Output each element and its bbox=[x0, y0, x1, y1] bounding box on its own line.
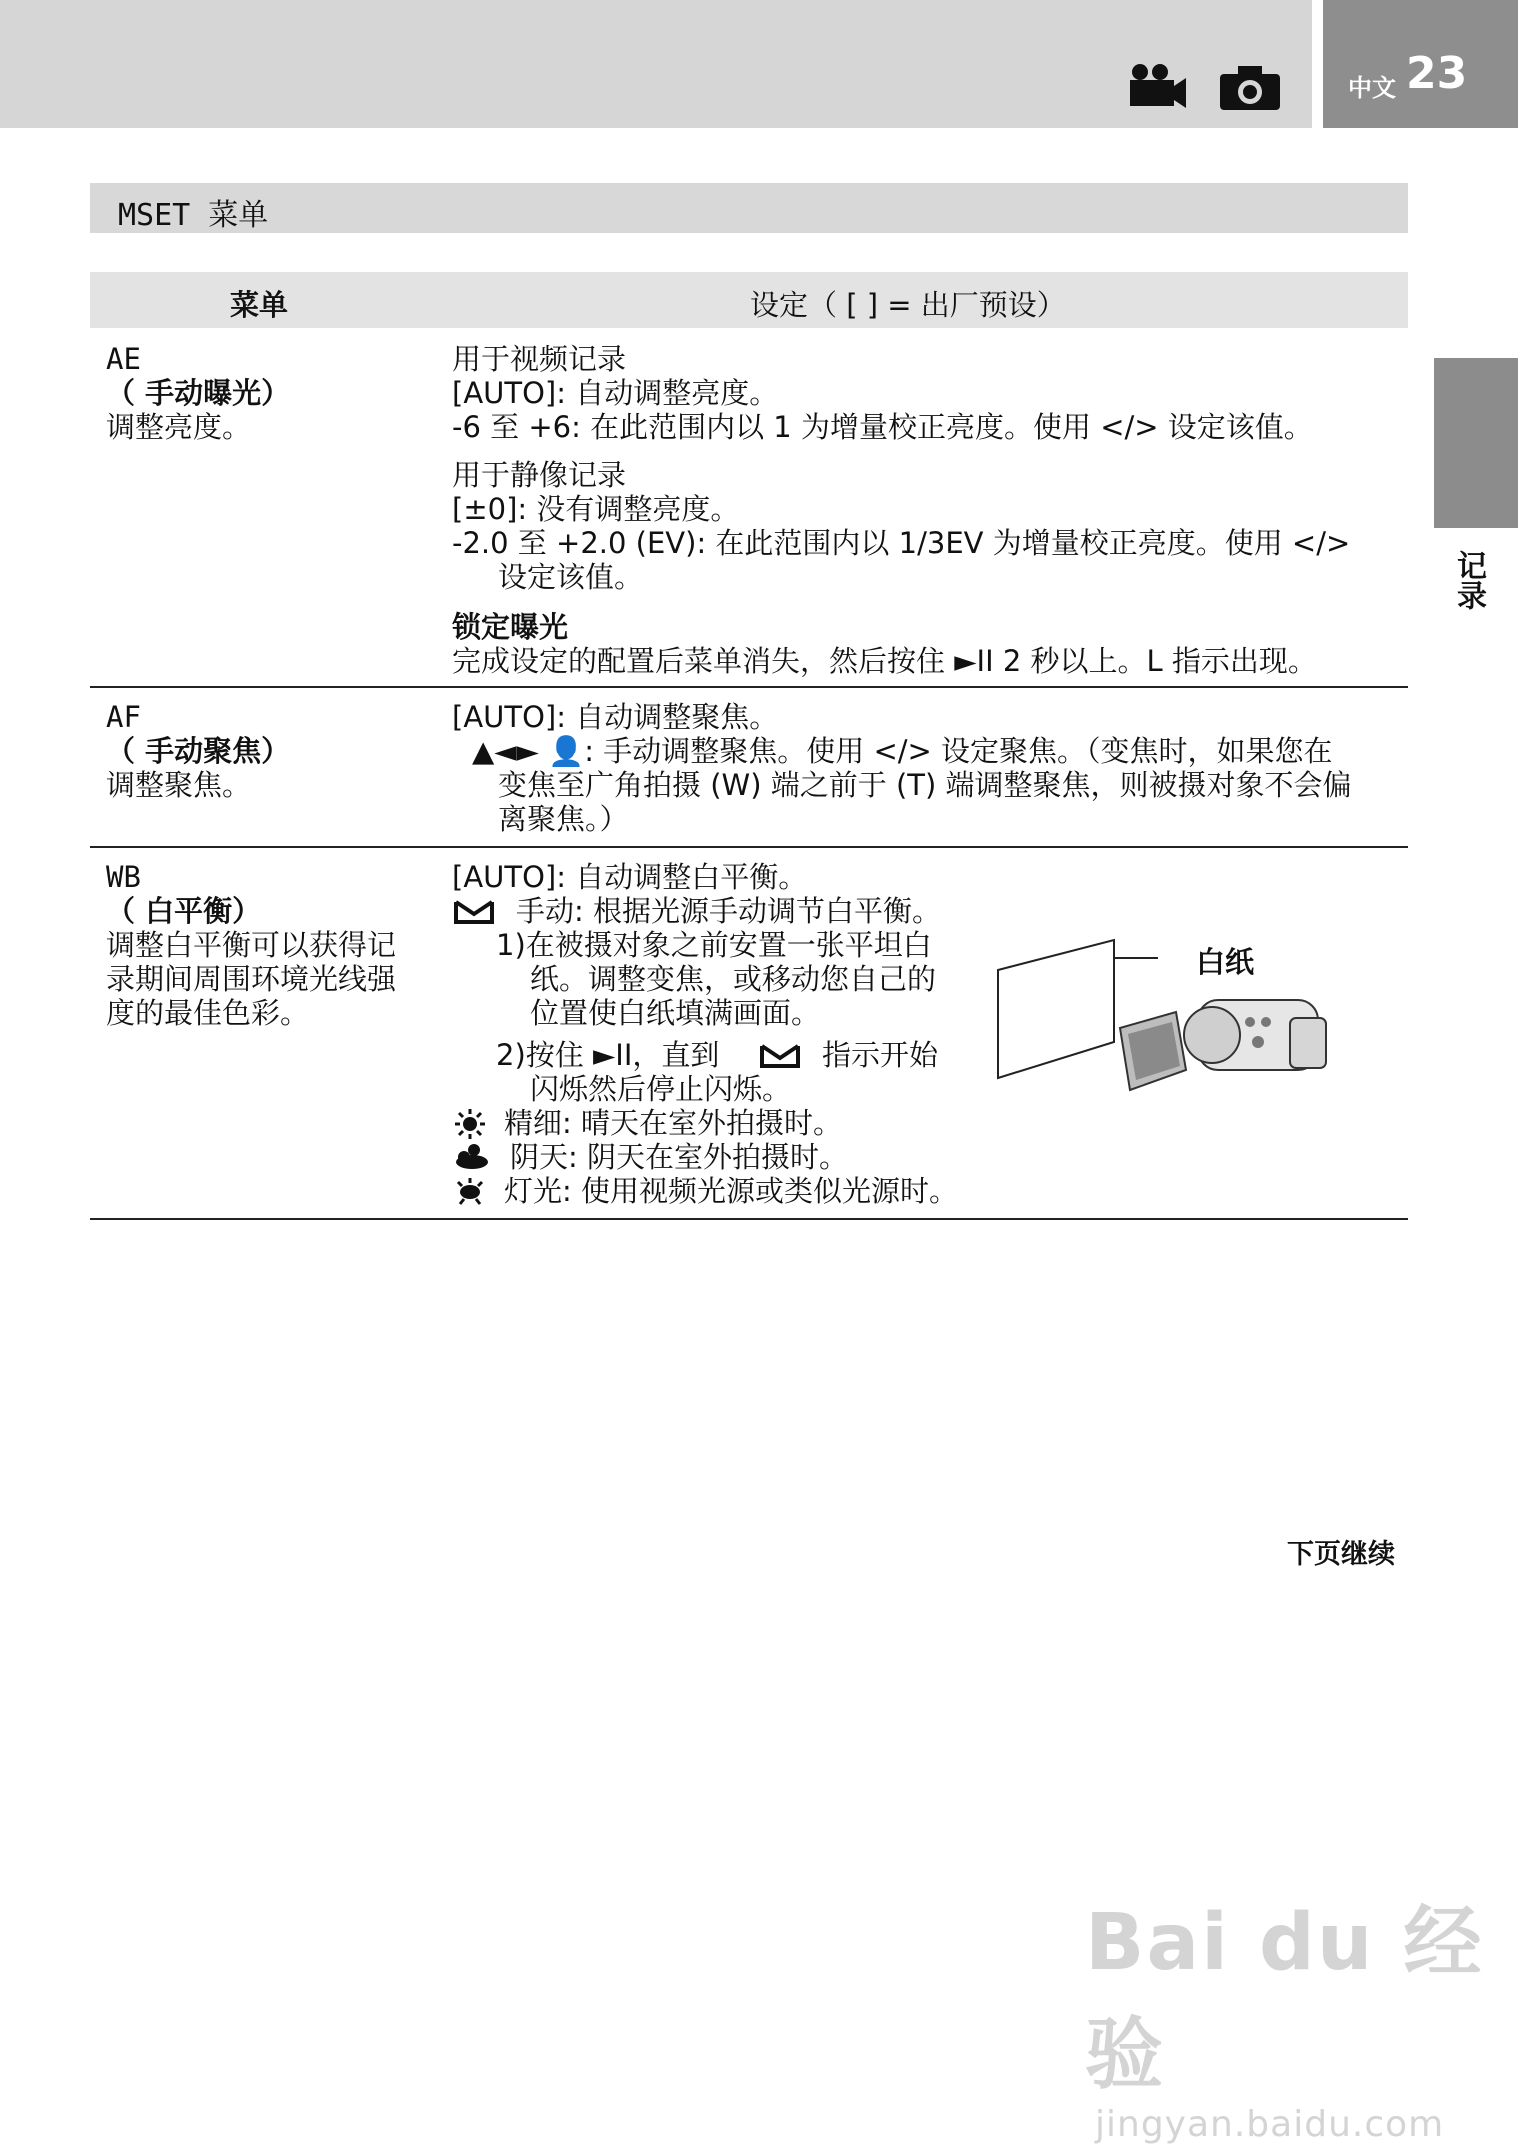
af-setting-line: 变焦至广角拍摄 (W) 端之前于 (T) 端调整聚焦，则被摄对象不会偏 bbox=[498, 768, 1352, 802]
row-divider bbox=[90, 686, 1408, 688]
section-bar bbox=[90, 183, 1408, 233]
wb-setting-line: 精细: 晴天在室外拍摄时。 bbox=[504, 1106, 842, 1140]
af-setting-line: ▲◄► 👤: 手动调整聚焦。使用 </> 设定聚焦。（变焦时，如果您在 bbox=[472, 734, 1333, 768]
cloud-icon bbox=[454, 1140, 490, 1174]
column-header-menu: 菜单 bbox=[230, 288, 289, 322]
wb-setting-line: 指示开始 bbox=[822, 1038, 939, 1072]
photo-camera-icon bbox=[1218, 64, 1282, 116]
side-tab-label: 记录 bbox=[1451, 550, 1486, 610]
wb-menu-desc: 录期间周围环境光线强 bbox=[106, 962, 397, 996]
wb-menu-desc: 度的最佳色彩。 bbox=[106, 996, 310, 1030]
af-menu-name: （ 手动聚焦） bbox=[106, 734, 291, 768]
wb-menu-name: （ 白平衡） bbox=[106, 894, 262, 928]
manual-wb-icon bbox=[454, 898, 496, 930]
continue-note: 下页继续 bbox=[1287, 1539, 1395, 1570]
white-paper-illustration bbox=[990, 930, 1360, 1154]
ae-setting-line: 用于视频记录 bbox=[452, 342, 627, 376]
header-bar bbox=[0, 0, 1312, 128]
wb-menu-desc: 调整白平衡可以获得记 bbox=[106, 928, 397, 962]
af-menu-desc: 调整聚焦。 bbox=[106, 768, 252, 802]
ae-menu-desc: 调整亮度。 bbox=[106, 410, 252, 444]
wb-setting-line: 阴天: 阴天在室外拍摄时。 bbox=[510, 1140, 848, 1174]
row-divider bbox=[90, 846, 1408, 848]
ae-menu-name: （ 手动曝光） bbox=[106, 376, 291, 410]
side-tab bbox=[1434, 358, 1518, 528]
wb-setting-line: 闪烁然后停止闪烁。 bbox=[530, 1072, 792, 1106]
ae-setting-heading: 锁定曝光 bbox=[452, 610, 569, 644]
column-header-setting: 设定（ [ ] = 出厂预设） bbox=[750, 288, 1066, 322]
bulb-icon bbox=[454, 1176, 486, 1212]
wb-setting-line: 灯光: 使用视频光源或类似光源时。 bbox=[504, 1174, 958, 1208]
watermark-line2: jingyan.baidu.com bbox=[1095, 2104, 1445, 2145]
wb-setting-line: [AUTO]: 自动调整白平衡。 bbox=[452, 860, 808, 894]
ae-setting-line: 完成设定的配置后菜单消失，然后按住 ►II 2 秒以上。L 指示出现。 bbox=[452, 644, 1317, 678]
wb-setting-line: 位置使白纸填满画面。 bbox=[530, 996, 821, 1030]
table-bottom-line bbox=[90, 1218, 1408, 1220]
ae-setting-line: [±0]: 没有调整亮度。 bbox=[452, 492, 740, 526]
wb-setting-line: 1)在被摄对象之前安置一张平坦白 bbox=[496, 928, 932, 962]
sun-icon bbox=[454, 1108, 486, 1144]
ae-setting-line: 设定该值。 bbox=[498, 560, 644, 594]
section-title: MSET 菜单 bbox=[118, 198, 269, 233]
manual-wb-icon bbox=[760, 1042, 802, 1074]
baidu-watermark bbox=[1085, 1880, 1518, 2145]
ae-setting-line: -2.0 至 +2.0 (EV): 在此范围内以 1/3EV 为增量校正亮度。使用 </> bbox=[452, 526, 1351, 560]
wb-menu-code: WB bbox=[106, 860, 141, 894]
white-paper-label: 白纸 bbox=[1196, 945, 1255, 979]
page-number: 23 bbox=[1406, 48, 1468, 99]
wb-setting-line: 2)按住 ►II，直到 bbox=[496, 1038, 720, 1072]
ae-setting-line: -6 至 +6: 在此范围内以 1 为增量校正亮度。使用 </> 设定该值。 bbox=[452, 410, 1313, 444]
af-setting-line: 离聚焦。） bbox=[498, 802, 629, 836]
watermark-line1: Bai du 经验 bbox=[1085, 1898, 1484, 2100]
ae-setting-line: 用于静像记录 bbox=[452, 458, 627, 492]
af-setting-line: [AUTO]: 自动调整聚焦。 bbox=[452, 700, 779, 734]
af-menu-code: AF bbox=[106, 700, 141, 734]
page-language: 中文 bbox=[1348, 74, 1396, 102]
wb-setting-line: 纸。调整变焦，或移动您自己的 bbox=[530, 962, 937, 996]
wb-setting-line: 手动: 根据光源手动调节白平衡。 bbox=[516, 894, 941, 928]
ae-setting-line: [AUTO]: 自动调整亮度。 bbox=[452, 376, 779, 410]
ae-menu-code: AE bbox=[106, 342, 141, 376]
